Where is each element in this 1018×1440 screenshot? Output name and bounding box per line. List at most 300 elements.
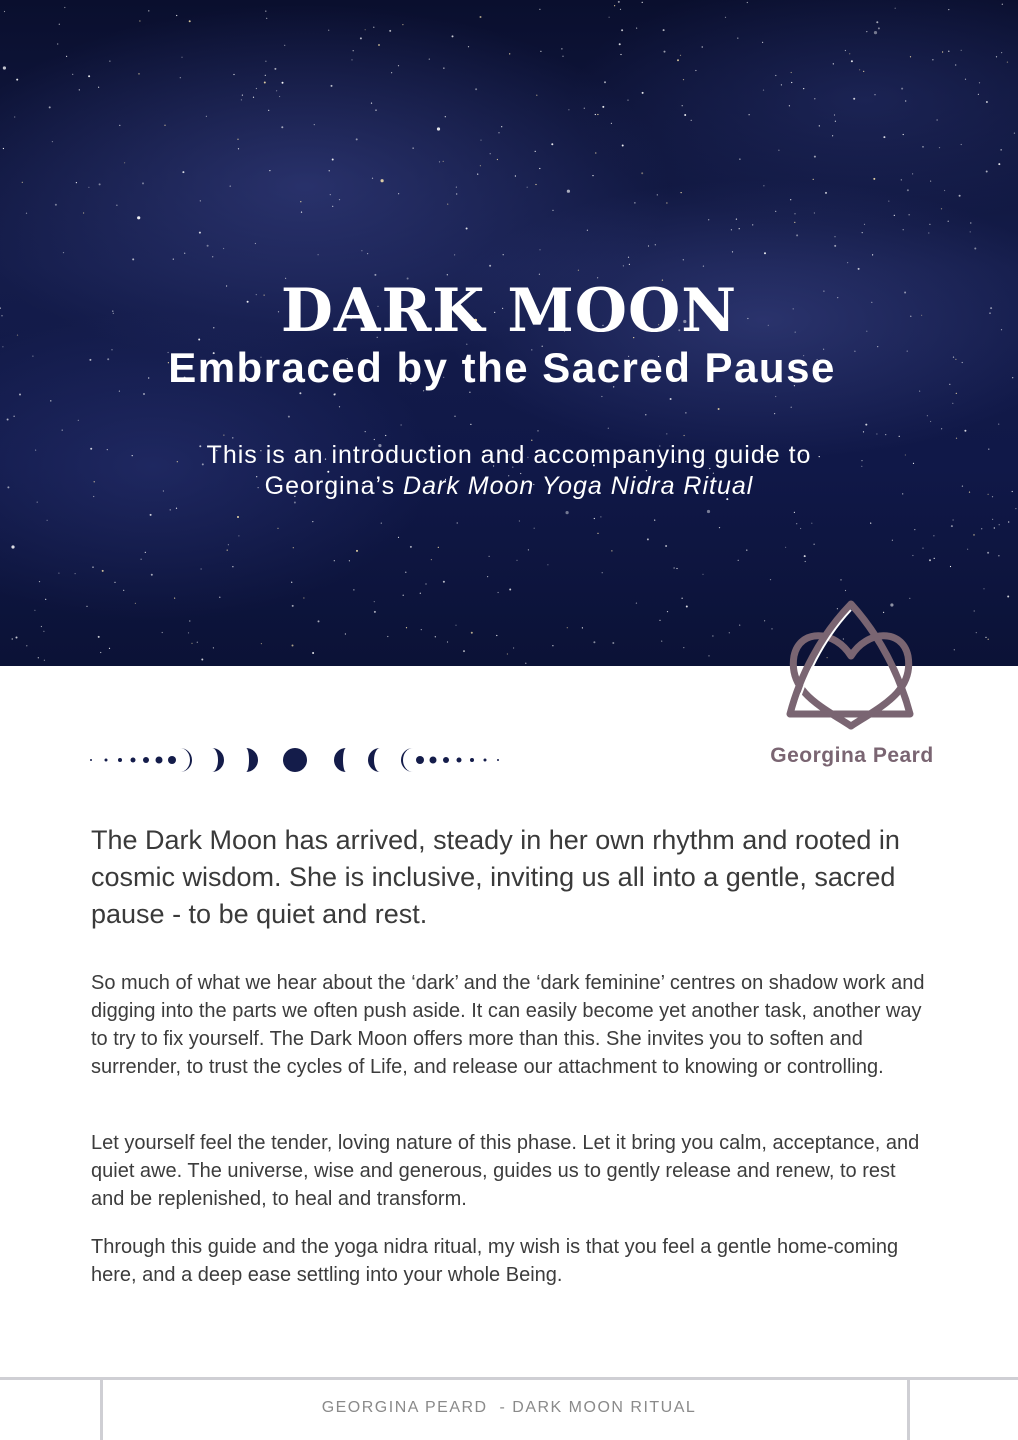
star [770, 579, 771, 580]
star [170, 509, 171, 510]
star [775, 396, 776, 397]
star [507, 653, 508, 654]
star [1001, 52, 1002, 53]
star [19, 394, 21, 396]
star [762, 42, 763, 43]
star [201, 568, 202, 569]
star [98, 87, 99, 88]
star [303, 597, 304, 598]
star [116, 205, 117, 206]
star [421, 629, 422, 630]
star [970, 222, 971, 223]
star [282, 82, 284, 84]
star [314, 124, 315, 125]
star [443, 581, 445, 583]
star [892, 540, 893, 541]
star [739, 228, 740, 229]
star [339, 199, 340, 200]
star [708, 655, 709, 656]
star [435, 636, 436, 637]
intro-text [0, 440, 1018, 502]
star [552, 645, 553, 646]
star [200, 200, 201, 201]
star [213, 647, 214, 648]
star [189, 620, 190, 621]
star [109, 61, 110, 62]
star [176, 508, 177, 509]
star [332, 159, 334, 161]
star [431, 559, 432, 560]
star [866, 31, 867, 32]
star [686, 606, 688, 608]
star [11, 545, 14, 548]
star [775, 211, 776, 212]
star [941, 428, 942, 429]
star [92, 567, 93, 568]
star [667, 611, 668, 612]
star [845, 50, 846, 51]
star [948, 51, 949, 52]
star [620, 54, 621, 55]
star [439, 161, 440, 162]
star [707, 510, 710, 513]
star [623, 265, 624, 266]
star [490, 153, 491, 154]
star [365, 29, 366, 30]
star [948, 9, 949, 10]
star [50, 400, 51, 401]
star [468, 46, 469, 47]
star [597, 114, 598, 115]
star [443, 68, 444, 69]
body-paragraph-1: So much of what we hear about the ‘dark’ and the ‘dark feminine’ centres on shadow work and digging into the parts we often push aside. It can easily become yet another task, another way to try to fix yourself. The Dark Moon offers more than this. She invites you to soften and surrender, to trust the cycles of Life, and release our attachment to knowing or controlling. [91, 972, 925, 1078]
star [351, 59, 352, 60]
star [26, 645, 27, 646]
star [872, 254, 873, 255]
star [620, 9, 621, 10]
star [292, 645, 294, 647]
star [1012, 377, 1013, 378]
star [663, 29, 665, 31]
star [934, 558, 935, 559]
star [876, 433, 877, 434]
star [291, 582, 292, 583]
star [22, 182, 23, 183]
star [452, 35, 454, 37]
star [621, 29, 623, 31]
star [475, 88, 477, 90]
star [909, 214, 910, 215]
star [870, 523, 871, 524]
hero-banner [0, 0, 1018, 666]
star [910, 56, 911, 57]
star [992, 519, 993, 520]
star [781, 84, 782, 85]
star [391, 72, 392, 73]
star [961, 50, 962, 51]
star [948, 221, 949, 222]
star [608, 428, 609, 429]
star [173, 259, 174, 260]
star [378, 44, 380, 46]
star [189, 20, 191, 22]
star [328, 30, 329, 31]
star [143, 393, 145, 395]
star [800, 528, 801, 529]
star [959, 195, 961, 197]
star [1001, 149, 1002, 150]
star [180, 77, 181, 78]
star [903, 134, 904, 135]
star [233, 74, 234, 75]
star [567, 627, 568, 628]
star [206, 116, 207, 117]
star [238, 535, 239, 536]
star [181, 57, 182, 58]
star [645, 414, 646, 415]
star [334, 560, 335, 561]
star [665, 545, 667, 547]
star [151, 574, 153, 576]
star [683, 79, 684, 80]
star [737, 38, 738, 39]
star [237, 516, 239, 518]
star [582, 627, 583, 628]
star [489, 556, 490, 557]
star [739, 159, 740, 160]
star [642, 2, 643, 3]
star [98, 636, 100, 638]
star [677, 59, 679, 61]
star [791, 82, 792, 83]
star [456, 193, 457, 194]
star [676, 568, 677, 569]
star [139, 20, 140, 21]
star [374, 601, 375, 602]
star [978, 94, 979, 95]
star [933, 535, 934, 536]
star [774, 413, 775, 414]
star [612, 642, 614, 644]
star [834, 114, 835, 115]
star [998, 163, 1000, 165]
star [578, 270, 579, 271]
star [695, 70, 696, 71]
star [447, 641, 448, 642]
star [114, 582, 115, 583]
star [49, 106, 51, 108]
star [601, 396, 602, 397]
star [429, 59, 430, 60]
star [814, 156, 816, 158]
moon-phases-icon [88, 742, 508, 778]
star [497, 159, 498, 160]
star [374, 611, 376, 613]
star [899, 436, 900, 437]
star [219, 597, 220, 598]
star [648, 245, 649, 246]
star [832, 135, 833, 136]
star [974, 248, 976, 250]
star [256, 88, 257, 89]
star [76, 182, 77, 183]
star [102, 570, 104, 572]
star [265, 11, 266, 12]
star [611, 550, 612, 551]
star [477, 174, 478, 175]
star [47, 520, 48, 521]
star [456, 187, 457, 188]
star [135, 603, 136, 604]
star [145, 552, 146, 553]
star [941, 208, 942, 209]
star [551, 143, 553, 145]
star [987, 552, 989, 554]
star [547, 564, 548, 565]
star [684, 114, 686, 116]
star [371, 103, 372, 104]
page-title: DARK MOON [280, 276, 738, 346]
star [905, 100, 906, 101]
star [123, 590, 124, 591]
star [227, 550, 228, 551]
star [182, 171, 184, 173]
star [912, 173, 913, 174]
star [266, 18, 267, 19]
star [279, 96, 280, 97]
star [593, 641, 595, 643]
star [942, 51, 943, 52]
star [242, 95, 243, 96]
star [277, 528, 278, 529]
star [385, 435, 386, 436]
star [654, 520, 655, 521]
star [230, 186, 231, 187]
star [191, 643, 192, 644]
star [738, 560, 739, 561]
star [602, 106, 604, 108]
star [353, 589, 354, 590]
star [471, 632, 473, 634]
star [334, 394, 336, 396]
star [568, 109, 569, 110]
star [261, 643, 262, 644]
star [513, 647, 514, 648]
star [443, 161, 444, 162]
star [719, 527, 720, 528]
star [527, 187, 528, 188]
star [752, 224, 753, 225]
star [562, 56, 563, 57]
star [372, 178, 373, 179]
star [480, 140, 481, 141]
star [356, 550, 358, 552]
star [763, 90, 764, 91]
star [986, 171, 988, 173]
star [764, 252, 766, 254]
star [739, 625, 740, 626]
star [708, 219, 709, 220]
star [293, 547, 294, 548]
star [685, 412, 686, 413]
star [141, 559, 142, 560]
star [16, 79, 18, 81]
star [682, 105, 683, 106]
star [597, 533, 598, 534]
star [1007, 62, 1008, 63]
brand-name: Georgina Peard [770, 744, 934, 767]
star [535, 184, 536, 185]
star [840, 579, 841, 580]
star [501, 126, 502, 127]
star [79, 89, 80, 90]
body-paragraph-2: Let yourself feel the tender, loving nature of this phase. Let it bring you calm, acceptance, and quiet awe. The universe, wise and generous, guides us to gently release and renew, to rest and be replenished, to heal and transform. [91, 1132, 920, 1210]
star [791, 407, 792, 408]
star [539, 168, 540, 169]
star [964, 430, 966, 432]
star [4, 11, 5, 12]
star [956, 438, 957, 439]
star [66, 56, 67, 57]
star [666, 433, 667, 434]
star [718, 408, 720, 410]
star [681, 192, 682, 193]
footer-text: GEORGINA PEARD - DARK MOON RITUAL [321, 1399, 697, 1416]
star [199, 232, 201, 234]
star [595, 152, 596, 153]
star [109, 648, 110, 649]
star [402, 24, 403, 25]
star [950, 566, 951, 567]
star [445, 116, 446, 117]
star [150, 514, 152, 516]
star [312, 652, 314, 654]
star [939, 147, 940, 148]
star [834, 236, 835, 237]
star [819, 125, 820, 126]
star [981, 528, 982, 529]
star [587, 230, 588, 231]
star [567, 190, 570, 193]
star [814, 98, 815, 99]
star [970, 231, 971, 232]
star [725, 17, 726, 18]
star [212, 256, 213, 257]
star [835, 121, 836, 122]
star [72, 74, 73, 75]
star [953, 519, 954, 520]
star [124, 162, 125, 163]
star [88, 75, 90, 77]
star [873, 178, 875, 180]
star [763, 185, 764, 186]
star [805, 561, 806, 562]
star [642, 92, 644, 94]
intro-line-2-prefix: Georgina’s [264, 472, 404, 500]
star [712, 635, 713, 636]
star [796, 523, 797, 524]
footer-divider [0, 1377, 1018, 1380]
star [406, 627, 407, 628]
star [389, 30, 391, 32]
star [702, 574, 703, 575]
star [929, 559, 931, 561]
star [778, 150, 779, 151]
star [274, 68, 276, 70]
star [736, 219, 737, 220]
star [954, 649, 955, 650]
star [996, 56, 997, 57]
star [907, 189, 909, 191]
star [410, 546, 412, 548]
star [480, 16, 482, 18]
star [874, 94, 875, 95]
star [58, 573, 59, 574]
star [794, 512, 795, 513]
star [682, 598, 683, 599]
star [951, 525, 953, 527]
star [264, 82, 266, 84]
star [912, 555, 913, 556]
star [791, 72, 792, 73]
star [365, 431, 366, 432]
star [602, 572, 603, 573]
star [853, 98, 855, 100]
star [634, 202, 635, 203]
star [269, 170, 270, 171]
star [657, 194, 658, 195]
star [367, 253, 368, 254]
star [922, 548, 923, 549]
star [425, 583, 426, 584]
star [519, 520, 520, 521]
star [276, 90, 277, 91]
star [253, 97, 254, 98]
star [888, 201, 889, 202]
star [63, 252, 64, 253]
star [41, 626, 42, 627]
star [789, 105, 790, 106]
star [232, 566, 233, 567]
star [604, 81, 606, 83]
star [535, 151, 536, 152]
star [26, 213, 27, 214]
star [99, 183, 101, 185]
star [683, 647, 684, 648]
star [903, 229, 904, 230]
page-subtitle: Embraced by the Sacred Pause [168, 344, 836, 391]
star [618, 1, 620, 3]
star [466, 228, 468, 230]
star [999, 524, 1000, 525]
star [629, 264, 630, 265]
star [329, 170, 330, 171]
star [998, 424, 999, 425]
star [528, 549, 529, 550]
star [674, 567, 675, 568]
star [3, 148, 4, 149]
star [796, 234, 798, 236]
star [437, 127, 440, 130]
star [455, 625, 456, 626]
star [44, 660, 45, 661]
star [967, 549, 968, 550]
star [804, 555, 806, 557]
star [132, 258, 134, 260]
star [83, 212, 84, 213]
star [814, 544, 815, 545]
intro-line-2-italic: Dark Moon Yoga Nidra Ritual [403, 472, 754, 500]
